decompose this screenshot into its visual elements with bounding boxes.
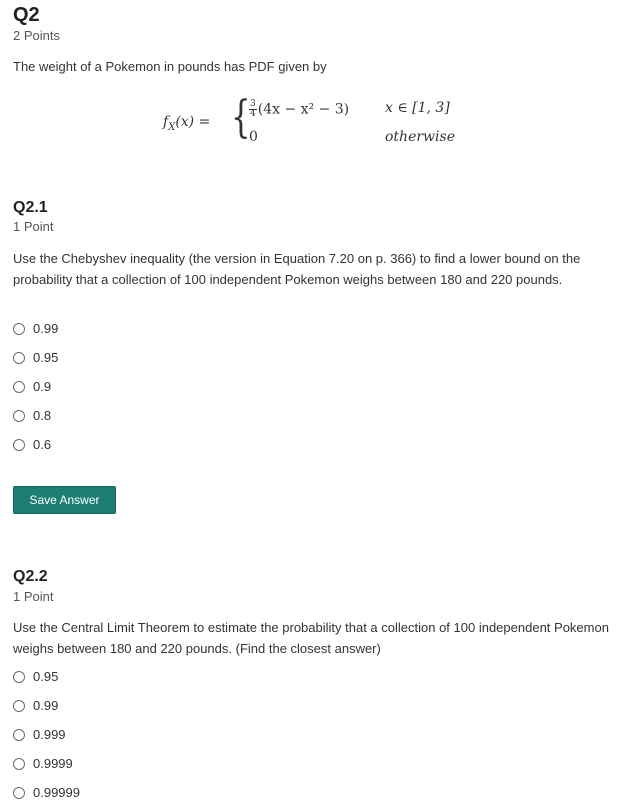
formula-case1 <box>249 100 349 119</box>
radio-button[interactable] <box>13 700 25 712</box>
option-label: 0.99 <box>33 321 59 336</box>
option-q2-2[interactable] <box>13 691 80 720</box>
formula-lhs: $f_X(x)$ = <box>163 114 211 133</box>
formula-brace: { <box>231 92 251 143</box>
radio-button[interactable] <box>13 352 25 364</box>
option-label: 0.99 <box>33 698 59 713</box>
option-q2-2[interactable] <box>13 720 80 749</box>
option-label: 0.999 <box>33 727 66 742</box>
formula-fraction: $\frac{3}{4}$ <box>250 99 256 119</box>
radio-button[interactable] <box>13 758 25 770</box>
option-q2-1[interactable] <box>13 314 58 343</box>
radio-button[interactable] <box>13 410 25 422</box>
option-q2-2[interactable] <box>13 662 80 691</box>
option-label: 0.99999 <box>33 785 80 800</box>
option-q2-2[interactable] <box>13 778 80 807</box>
option-label: 0.8 <box>33 408 52 423</box>
question-points: 2 Points <box>13 28 60 43</box>
formula-case1-expr: (4x − x² − 3) <box>257 101 350 118</box>
save-answer-button[interactable]: Save Answer <box>13 486 116 514</box>
radio-button[interactable] <box>13 787 25 799</box>
formula-case2-cond: otherwise <box>385 129 455 145</box>
option-label: 0.9 <box>33 379 52 394</box>
formula-case2-expr: 0 <box>249 129 258 145</box>
subquestion-title-q2-1: Q2.1 <box>13 199 48 216</box>
question-title: Q2 <box>13 4 40 26</box>
subquestion-prompt-q2-1: Use the Chebyshev inequality (the version in Equation 7.20 on p. 366) to find a lower bound on the probability that a collection of 100 independent Pokemon weighs between 180 and 220 pounds. <box>13 251 581 287</box>
formula-case1-cond: x ∈ [1, 3] <box>385 100 450 116</box>
question-intro: The weight of a Pokemon in pounds has PDF given by <box>13 59 327 74</box>
subquestion-points-q2-2: 1 Point <box>13 589 54 604</box>
option-q2-1[interactable] <box>13 372 58 401</box>
option-label: 0.95 <box>33 350 59 365</box>
option-label: 0.9999 <box>33 756 73 771</box>
radio-button[interactable] <box>13 381 25 393</box>
option-q2-1[interactable] <box>13 343 58 372</box>
option-label: 0.6 <box>33 437 52 452</box>
option-q2-1[interactable] <box>13 401 58 430</box>
radio-button[interactable] <box>13 439 25 451</box>
radio-button[interactable] <box>13 729 25 741</box>
option-q2-1[interactable] <box>13 430 58 459</box>
radio-button[interactable] <box>13 323 25 335</box>
answer-options-q2-2 <box>13 662 80 807</box>
answer-options-q2-1 <box>13 314 58 459</box>
subquestion-prompt-q2-2: Use the Central Limit Theorem to estimate the probability that a collection of 100 independent Pokemon weighs between 180 and 220 pounds. (Find the closest answer) <box>13 620 609 656</box>
pdf-formula <box>163 92 483 152</box>
option-q2-2[interactable] <box>13 749 80 778</box>
subquestion-points-q2-1: 1 Point <box>13 219 54 234</box>
subquestion-title-q2-2: Q2.2 <box>13 568 48 585</box>
radio-button[interactable] <box>13 671 25 683</box>
option-label: 0.95 <box>33 669 59 684</box>
